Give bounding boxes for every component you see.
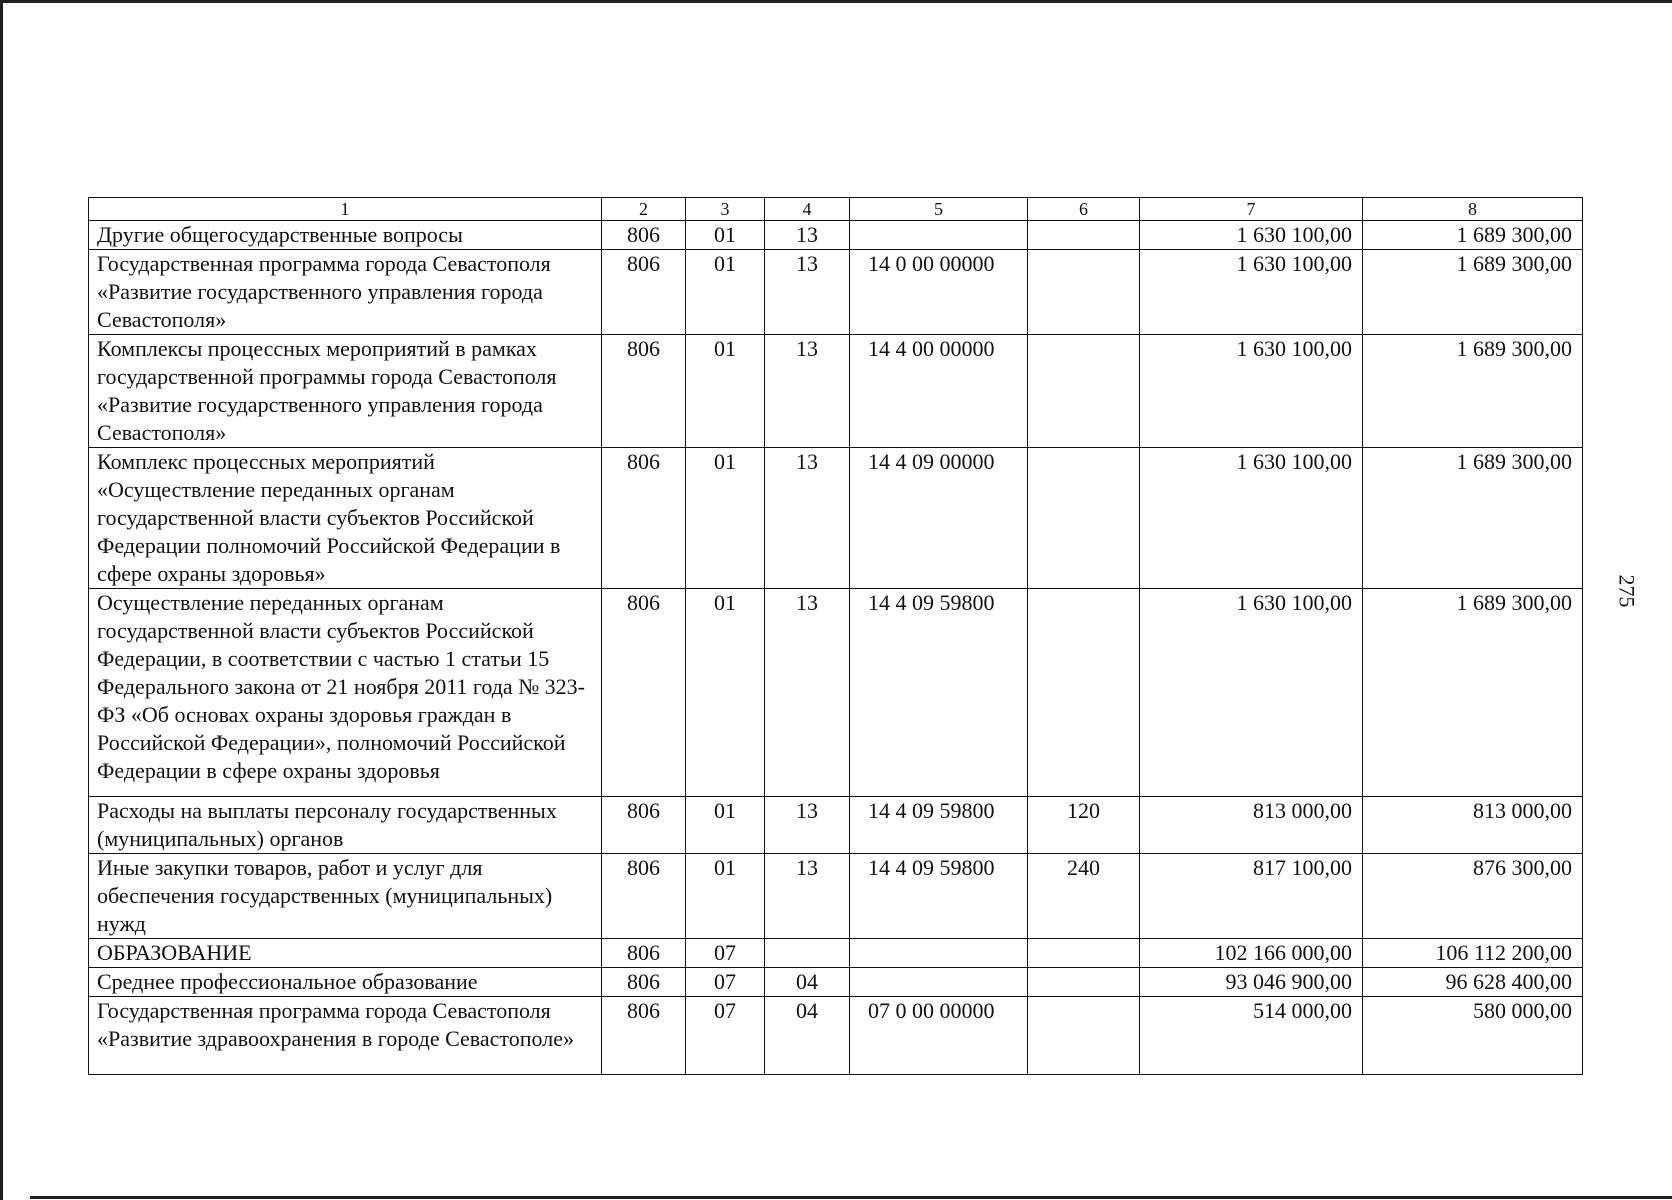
cell-col-5: 07 0 00 00000 <box>850 997 1028 1075</box>
cell-col-4: 13 <box>765 250 850 335</box>
header-col-4: 4 <box>765 198 850 221</box>
cell-col-4: 13 <box>765 589 850 797</box>
cell-col-7: 1 630 100,00 <box>1140 250 1363 335</box>
header-col-7: 7 <box>1140 198 1363 221</box>
cell-col-4: 13 <box>765 854 850 939</box>
cell-col-3: 01 <box>686 589 765 797</box>
table-row <box>89 250 1583 335</box>
cell-col-2: 806 <box>602 221 686 250</box>
page-number: 275 <box>1614 574 1640 608</box>
cell-col-6 <box>1028 221 1140 250</box>
cell-name: Комплекс процессных мероприятий «Осуществление переданных органам государственной власти субъектов Российской Федерации полномочий Российской Федерации в сфере охраны здоровья» <box>89 448 602 589</box>
cell-col-4: 13 <box>765 335 850 448</box>
table-row <box>89 448 1583 589</box>
cell-col-8: 1 689 300,00 <box>1363 589 1583 797</box>
cell-col-6 <box>1028 448 1140 589</box>
cell-col-6 <box>1028 335 1140 448</box>
cell-col-8: 1 689 300,00 <box>1363 448 1583 589</box>
cell-name: Государственная программа города Севастополя «Развитие здравоохранения в городе Севастополе» <box>89 997 602 1075</box>
cell-col-2: 806 <box>602 448 686 589</box>
cell-col-5: 14 4 09 59800 <box>850 797 1028 854</box>
cell-col-6: 120 <box>1028 797 1140 854</box>
table-row <box>89 221 1583 250</box>
cell-col-5 <box>850 939 1028 968</box>
cell-col-3: 01 <box>686 221 765 250</box>
cell-col-5: 14 4 09 59800 <box>850 854 1028 939</box>
cell-col-4: 04 <box>765 997 850 1075</box>
cell-col-4: 13 <box>765 221 850 250</box>
table-row <box>89 854 1583 939</box>
cell-col-2: 806 <box>602 589 686 797</box>
cell-col-8: 580 000,00 <box>1363 997 1583 1075</box>
cell-name: Осуществление переданных органам государственной власти субъектов Российской Федерации, в соответствии с частью 1 статьи 15 Федерального закона от 21 ноября 2011 года № 323-ФЗ «Об основах охраны здоровья граждан в Российской Федерации», полномочий Российской Федерации в сфере охраны здоровья <box>89 589 602 797</box>
cell-col-2: 806 <box>602 250 686 335</box>
cell-col-7: 93 046 900,00 <box>1140 968 1363 997</box>
cell-col-7: 514 000,00 <box>1140 997 1363 1075</box>
cell-col-7: 1 630 100,00 <box>1140 221 1363 250</box>
cell-col-3: 01 <box>686 335 765 448</box>
table-row <box>89 335 1583 448</box>
header-col-6: 6 <box>1028 198 1140 221</box>
header-row <box>89 198 1583 221</box>
cell-col-2: 806 <box>602 997 686 1075</box>
cell-col-7: 813 000,00 <box>1140 797 1363 854</box>
cell-col-7: 1 630 100,00 <box>1140 448 1363 589</box>
scan-border-left <box>0 0 3 1200</box>
cell-col-6 <box>1028 997 1140 1075</box>
cell-col-5 <box>850 968 1028 997</box>
cell-name: Расходы на выплаты персоналу государственных (муниципальных) органов <box>89 797 602 854</box>
cell-name: Государственная программа города Севастополя «Развитие государственного управления города Севастополя» <box>89 250 602 335</box>
cell-col-8: 1 689 300,00 <box>1363 250 1583 335</box>
cell-col-4: 13 <box>765 448 850 589</box>
scan-border-top <box>0 0 1672 3</box>
cell-col-6: 240 <box>1028 854 1140 939</box>
cell-col-2: 806 <box>602 968 686 997</box>
table-row <box>89 997 1583 1075</box>
cell-col-3: 01 <box>686 448 765 589</box>
cell-col-5 <box>850 221 1028 250</box>
cell-col-4: 04 <box>765 968 850 997</box>
cell-col-3: 01 <box>686 250 765 335</box>
header-col-3: 3 <box>686 198 765 221</box>
header-col-2: 2 <box>602 198 686 221</box>
cell-col-8: 106 112 200,00 <box>1363 939 1583 968</box>
cell-col-4 <box>765 939 850 968</box>
table-row <box>89 797 1583 854</box>
cell-col-3: 01 <box>686 854 765 939</box>
table-body <box>89 221 1583 1075</box>
cell-col-2: 806 <box>602 797 686 854</box>
header-col-1: 1 <box>89 198 602 221</box>
cell-col-7: 817 100,00 <box>1140 854 1363 939</box>
cell-name: Другие общегосударственные вопросы <box>89 221 602 250</box>
table-row <box>89 968 1583 997</box>
cell-col-8: 876 300,00 <box>1363 854 1583 939</box>
cell-col-8: 1 689 300,00 <box>1363 221 1583 250</box>
cell-col-3: 01 <box>686 797 765 854</box>
cell-col-7: 1 630 100,00 <box>1140 589 1363 797</box>
cell-name: Комплексы процессных мероприятий в рамках государственной программы города Севастополя «Развитие государственного управления города Севастополя» <box>89 335 602 448</box>
cell-col-3: 07 <box>686 968 765 997</box>
cell-col-5: 14 4 09 00000 <box>850 448 1028 589</box>
cell-col-3: 07 <box>686 939 765 968</box>
cell-col-6 <box>1028 589 1140 797</box>
cell-col-7: 1 630 100,00 <box>1140 335 1363 448</box>
scan-border-bottom <box>30 1196 1672 1199</box>
header-col-8: 8 <box>1363 198 1583 221</box>
cell-col-2: 806 <box>602 854 686 939</box>
cell-col-2: 806 <box>602 335 686 448</box>
cell-col-8: 1 689 300,00 <box>1363 335 1583 448</box>
cell-col-4: 13 <box>765 797 850 854</box>
cell-col-5: 14 4 09 59800 <box>850 589 1028 797</box>
cell-col-8: 813 000,00 <box>1363 797 1583 854</box>
cell-name: Иные закупки товаров, работ и услуг для обеспечения государственных (муниципальных) нужд <box>89 854 602 939</box>
cell-col-6 <box>1028 968 1140 997</box>
cell-col-5: 14 0 00 00000 <box>850 250 1028 335</box>
cell-col-7: 102 166 000,00 <box>1140 939 1363 968</box>
table-header <box>89 198 1583 221</box>
cell-name: Среднее профессиональное образование <box>89 968 602 997</box>
cell-col-6 <box>1028 250 1140 335</box>
cell-col-3: 07 <box>686 997 765 1075</box>
cell-col-5: 14 4 00 00000 <box>850 335 1028 448</box>
cell-col-6 <box>1028 939 1140 968</box>
header-col-5: 5 <box>850 198 1028 221</box>
cell-name: ОБРАЗОВАНИЕ <box>89 939 602 968</box>
table-row <box>89 939 1583 968</box>
budget-table <box>88 197 1583 1075</box>
table-row <box>89 589 1583 797</box>
cell-col-8: 96 628 400,00 <box>1363 968 1583 997</box>
cell-col-2: 806 <box>602 939 686 968</box>
